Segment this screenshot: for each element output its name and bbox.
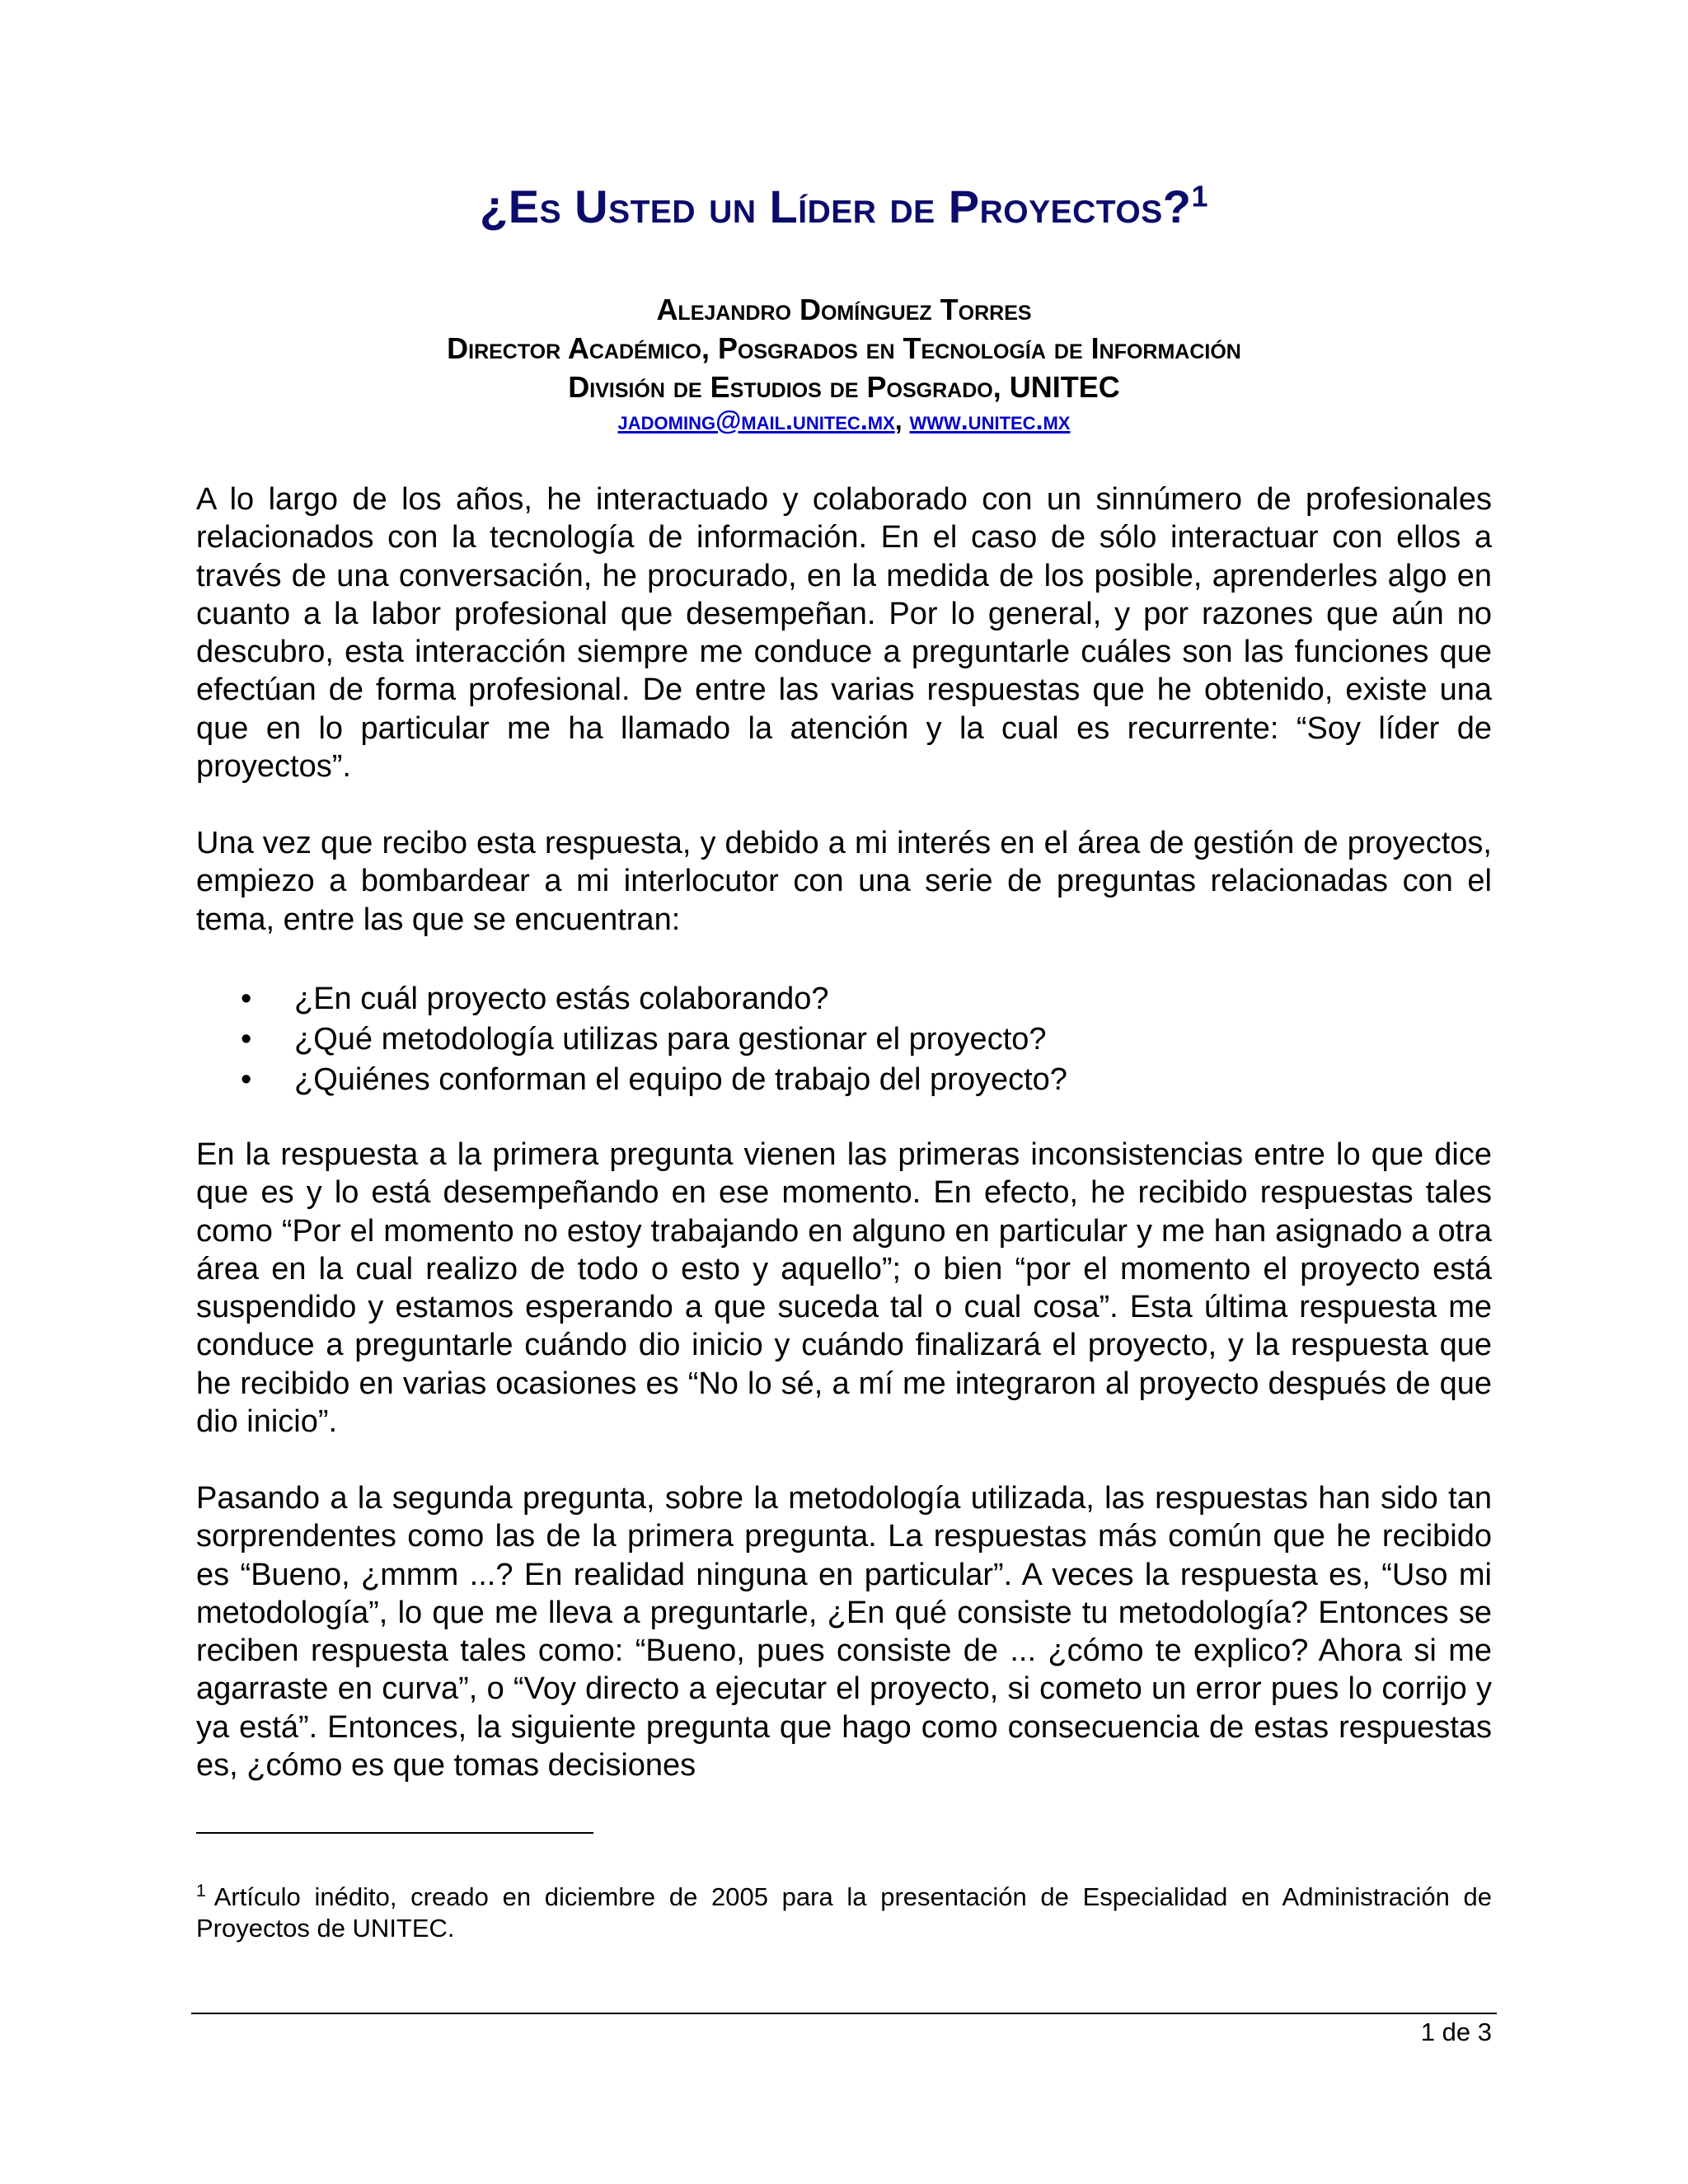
list-item-text: ¿Quiénes conforman el equipo de trabajo del proyecto?	[294, 1062, 1067, 1097]
paragraph-3: En la respuesta a la primera pregunta vienen las primeras inconsistencias entre lo que dice que es y lo está desempeñando en ese momento. En efecto, he recibido respuestas tales como “Por el momento no estoy trabajando en alguno en particular y me han asignado a otra área en la cual realizo de todo o esto y aquello”; o bien “por el momento el proyecto está suspendido y estamos esperando a que suceda tal o cual cosa”. Esta última respuesta me conduce a preguntarle cuándo dio inicio y cuándo finalizará el proyecto, y la respuesta que he recibido en varias ocasiones es “No lo sé, a mí me integraron al proyecto después de que dio inicio”.	[196, 1137, 1492, 1440]
bullet-icon: •	[241, 1022, 252, 1057]
paragraph-4: Pasando a la segunda pregunta, sobre la metodología utilizada, las respuestas han sido tan sorprendentes como las de la primera pregunta. La respuestas más común que he recibido es “Bueno, ¿mmm ...? En realidad ninguna en particular”. A veces la respuesta es, “Uso mi metodología”, lo que me lleva a preguntarle, ¿En qué consiste tu metodología? Entonces se reciben respuesta tales como: “Bueno, pues consiste de ... ¿cómo te explico? Ahora si me agarraste en curva”, o “Voy directo a ejecutar el proyecto, si cometo un error pues lo corrijo y ya está”. Entonces, la siguiente pregunta que hago como consecuencia de estas respuestas es, ¿cómo es que tomas decisiones	[196, 1481, 1492, 1783]
footnote-text: Artículo inédito, creado en diciembre de 2005 para la presentación de Especialidad en Administración de Proyectos de UNITEC.	[196, 1882, 1492, 1943]
footnote-marker: 1	[196, 1881, 206, 1900]
document-title	[0, 180, 1688, 233]
list-item	[241, 1019, 1477, 1060]
author-name: Alejandro Domínguez Torres	[656, 293, 1032, 326]
question-list	[241, 979, 1477, 1100]
footnote	[196, 1882, 1492, 1944]
link-separator: ,	[894, 405, 903, 435]
bullet-icon: •	[241, 982, 252, 1016]
paragraph-2: Una vez que recibo esta respuesta, y debido a mi interés en el área de gestión de proyectos, empiezo a bombardear a mi interlocutor con una serie de preguntas relacionadas con el tema, entre las que se encuentran:	[196, 826, 1492, 937]
list-item	[241, 1060, 1477, 1100]
website-link[interactable]: www.unitec.mx	[909, 405, 1071, 435]
author-block	[0, 290, 1688, 406]
page-number: 1 de 3	[1420, 2018, 1492, 2046]
bullet-icon: •	[241, 1062, 252, 1097]
list-item	[241, 979, 1477, 1019]
footer-divider	[191, 2013, 1497, 2014]
title-text: ¿Es Usted un Líder de Proyectos?	[480, 180, 1192, 232]
list-item-text: ¿En cuál proyecto estás colaborando?	[294, 982, 829, 1016]
author-position: Director Académico, Posgrados en Tecnología de Información	[447, 331, 1241, 365]
author-division: División de Estudios de Posgrado, UNITEC	[568, 370, 1120, 404]
list-item-text: ¿Qué metodología utilizas para gestionar el proyecto?	[294, 1022, 1047, 1057]
contact-links	[0, 405, 1688, 436]
paragraph-1: A lo largo de los años, he interactuado y colaborado con un sinnúmero de profesionales relacionados con la tecnología de información. En el caso de sólo interactuar con ellos a través de una conversación, he procurado, en la medida de los posible, aprenderles algo en cuanto a la labor profesional que desempeñan. Por lo general, y por razones que aún no descubro, esta interacción siempre me conduce a preguntarle cuáles son las funciones que efectúan de forma profesional. De entre las varias respuestas que he obtenido, existe una que en lo particular me ha llamado la atención y la cual es recurrente: “Soy líder de proyectos”.	[196, 482, 1492, 785]
footnote-divider	[196, 1832, 593, 1834]
email-link[interactable]: jadoming@mail.unitec.mx	[617, 405, 895, 435]
title-footnote-marker[interactable]: 1	[1191, 179, 1208, 213]
